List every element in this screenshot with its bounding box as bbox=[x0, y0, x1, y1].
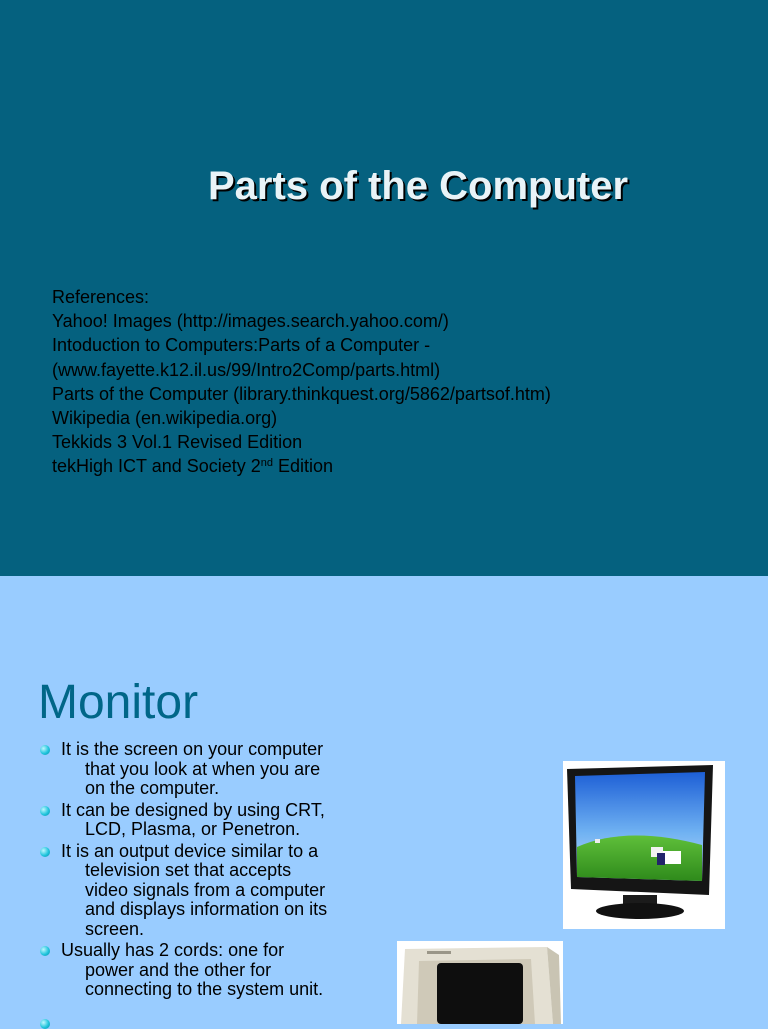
references-heading: References: bbox=[52, 287, 150, 307]
reference-text: Edition bbox=[273, 456, 334, 477]
crt-monitor-photo bbox=[397, 941, 563, 1024]
reference-item: (www.fayette.k12.il.us/99/Intro2Comp/parts.html) bbox=[52, 359, 441, 380]
reference-superscript: nd bbox=[260, 457, 274, 470]
bullet-dot-icon bbox=[40, 1019, 50, 1029]
flat-panel-monitor-photo bbox=[563, 761, 725, 929]
reference-text: tekHigh ICT and Society 2 bbox=[52, 456, 261, 477]
bullet-line: It is the screen on your computer bbox=[61, 739, 324, 759]
bullet-line: that you look at when you are bbox=[85, 758, 321, 779]
bullet-line: and displays information on its bbox=[85, 899, 328, 919]
bullet-line: television set that accepts bbox=[85, 860, 292, 880]
reference-item bbox=[52, 406, 752, 430]
slide-title: Parts of the Computer bbox=[208, 164, 629, 208]
bullet-dot-icon bbox=[40, 806, 50, 816]
bullet-item bbox=[38, 941, 388, 1000]
reference-item: Tekkids 3 Vol.1 Revised Edition bbox=[52, 432, 303, 453]
bullet-line: It is an output device similar to a bbox=[61, 840, 319, 861]
bullet-item bbox=[38, 801, 388, 840]
reference-item: Parts of the Computer (library.thinkquest.org/5862/partsof.htm) bbox=[52, 383, 551, 404]
references-block bbox=[52, 285, 752, 479]
bullet-item bbox=[38, 740, 388, 799]
bullet-dot-icon bbox=[40, 946, 50, 956]
bullet-line: Usually has 2 cords: one for bbox=[61, 940, 285, 960]
bullet-line: video signals from a computer bbox=[85, 879, 326, 900]
reference-text: Wikipedia (en.wikipedia.org) bbox=[52, 408, 278, 429]
bullet-line: on the computer. bbox=[85, 778, 220, 798]
reference-item: Yahoo! Images (http://images.search.yahoo.com/) bbox=[52, 311, 449, 332]
bullet-line: connecting to the system unit. bbox=[85, 979, 324, 999]
bullet-dot-icon bbox=[40, 847, 50, 857]
bullet-item bbox=[38, 842, 388, 940]
crt-monitor-illustration bbox=[397, 941, 563, 1024]
flat-panel-monitor-illustration bbox=[563, 761, 725, 929]
reference-item bbox=[52, 454, 752, 478]
slide-heading: Monitor bbox=[38, 676, 199, 729]
bullet-line: screen. bbox=[85, 918, 145, 939]
bullet-line: power and the other for bbox=[85, 959, 272, 980]
bullet-line: LCD, Plasma, or Penetron. bbox=[85, 819, 301, 839]
reference-item: Intoduction to Computers:Parts of a Computer - bbox=[52, 335, 431, 356]
bullet-line: It can be designed by using CRT, bbox=[61, 799, 325, 820]
bullet-dot-icon bbox=[40, 745, 50, 755]
bullet-list bbox=[38, 740, 388, 1002]
